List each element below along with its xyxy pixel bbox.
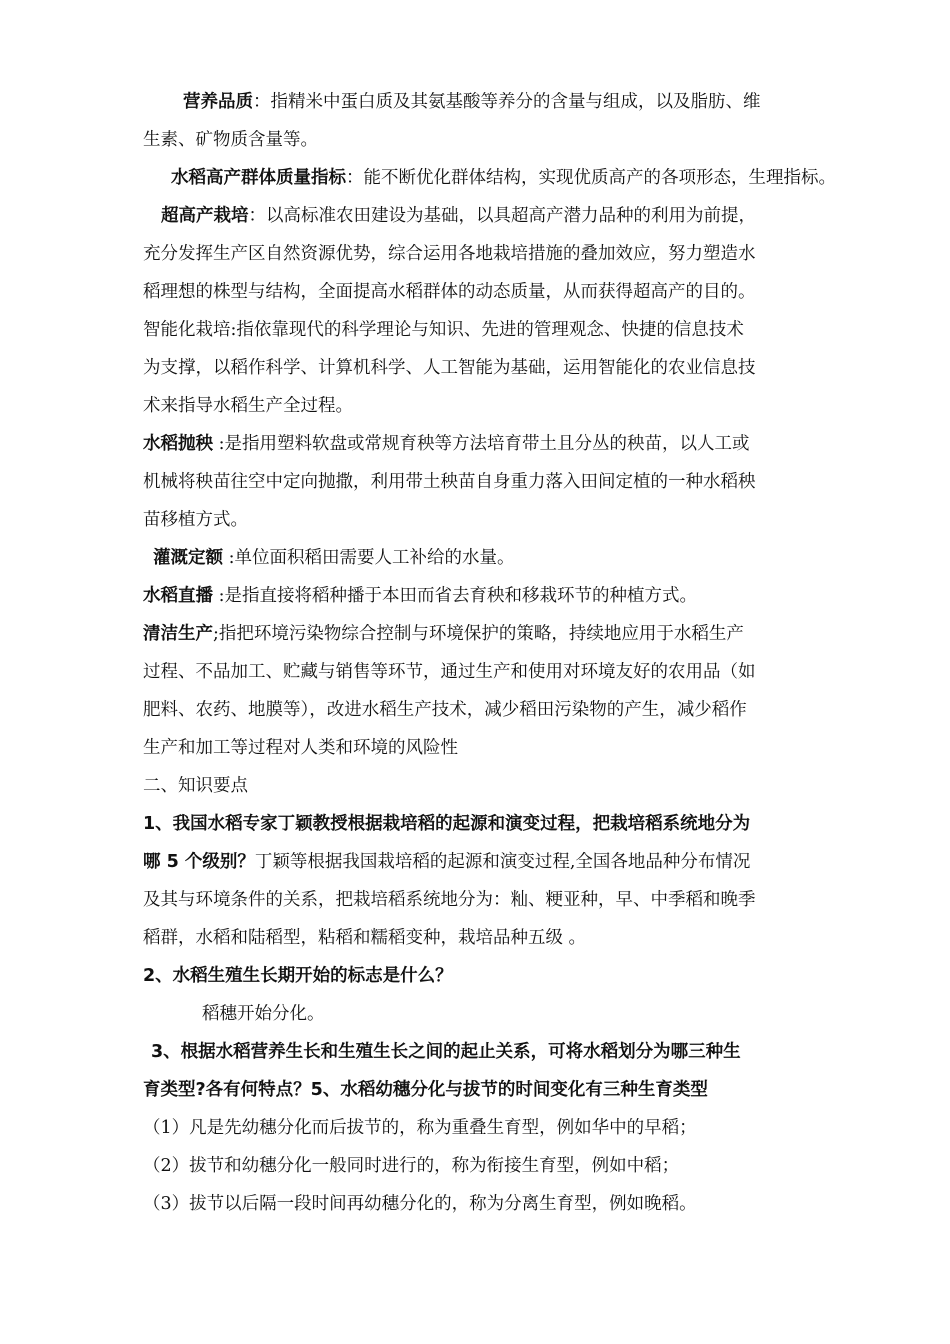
text-line: 充分发挥生产区自然资源优势，综合运用各地栽培措施的叠加效应，努力塑造水 bbox=[143, 244, 756, 264]
question-1: 1、我国水稻专家丁颖教授根据栽培稻的起源和演变过程，把栽培稻系统地分为 bbox=[143, 814, 751, 834]
text-line: 及其与环境条件的关系，把栽培稻系统地分为：籼、粳亚种，早、中季稻和晚季 bbox=[143, 890, 756, 910]
answer-item-2: （2）拔节和幼穗分化一般同时进行的，称为衔接生育型，例如中稻； bbox=[143, 1156, 680, 1176]
definition-nutritional-quality: 营养品质：指精米中蛋白质及其氨基酸等养分的含量与组成，以及脂肪、维 bbox=[183, 92, 761, 112]
question-3-continued: 育类型?各有何特点？5、水稻幼穗分化与拔节的时间变化有三种生育类型 bbox=[143, 1080, 708, 1100]
text-line: 为支撑，以稻作科学、计算机科学、人工智能为基础，运用智能化的农业信息技 bbox=[143, 358, 756, 378]
question-2-answer: 稻穗开始分化。 bbox=[202, 1004, 325, 1024]
text-line: 生素、矿物质含量等。 bbox=[143, 130, 318, 150]
question-2: 2、水稻生殖生长期开始的标志是什么？ bbox=[143, 966, 453, 986]
text-line: 稻群，水稻和陆稻型，粘稻和糯稻变种，栽培品种五级 。 bbox=[143, 928, 587, 948]
text-line: 苗移植方式。 bbox=[143, 510, 248, 530]
definition-direct-seeding: 水稻直播 :是指直接将稻种播于本田而省去育秧和移栽环节的种植方式。 bbox=[143, 586, 697, 606]
definition-clean-production: 清洁生产;指把环境污染物综合控制与环境保护的策略，持续地应用于水稻生产 bbox=[143, 624, 744, 644]
question-3: 3、根据水稻营养生长和生殖生长之间的起止关系，可将水稻划分为哪三种生 bbox=[151, 1042, 741, 1062]
text-line: 机械将秧苗往空中定向抛撒，利用带土秧苗自身重力落入田间定植的一种水稻秧 bbox=[143, 472, 756, 492]
text-line: 术来指导水稻生产全过程。 bbox=[143, 396, 353, 416]
definition-high-yield-population: 水稻高产群体质量指标：能不断优化群体结构，实现优质高产的各项形态，生理指标。 bbox=[171, 168, 836, 188]
definition-super-high-yield: 超高产栽培：以高标准农田建设为基础，以具超高产潜力品种的利用为前提， bbox=[161, 206, 756, 226]
answer-item-1: （1）凡是先幼穗分化而后拔节的，称为重叠生育型，例如华中的早稻； bbox=[143, 1118, 697, 1138]
text-line: 肥料、农药、地膜等），改进水稻生产技术，减少稻田污染物的产生，减少稻作 bbox=[143, 700, 747, 720]
section-heading-knowledge-points: 二、知识要点 bbox=[143, 776, 248, 796]
text-line: 生产和加工等过程对人类和环境的风险性 bbox=[143, 738, 458, 758]
text-line: 过程、不品加工、贮藏与销售等环节，通过生产和使用对环境友好的农用品（如 bbox=[143, 662, 756, 682]
definition-intelligent-cultivation: 智能化栽培:指依靠现代的科学理论与知识、先进的管理观念、快捷的信息技术 bbox=[143, 320, 744, 340]
question-1-answer: 哪 5 个级别？丁颖等根据我国栽培稻的起源和演变过程,全国各地品种分布情况 bbox=[143, 852, 751, 872]
text-line: 稻理想的株型与结构，全面提高水稻群体的动态质量，从而获得超高产的目的。 bbox=[143, 282, 756, 302]
definition-irrigation-quota: 灌溉定额 :单位面积稻田需要人工补给的水量。 bbox=[153, 548, 515, 568]
definition-seedling-throwing: 水稻抛秧 :是指用塑料软盘或常规育秧等方法培育带土且分丛的秧苗，以人工或 bbox=[143, 434, 750, 454]
answer-item-3: （3）拔节以后隔一段时间再幼穗分化的，称为分离生育型，例如晚稻。 bbox=[143, 1194, 697, 1214]
